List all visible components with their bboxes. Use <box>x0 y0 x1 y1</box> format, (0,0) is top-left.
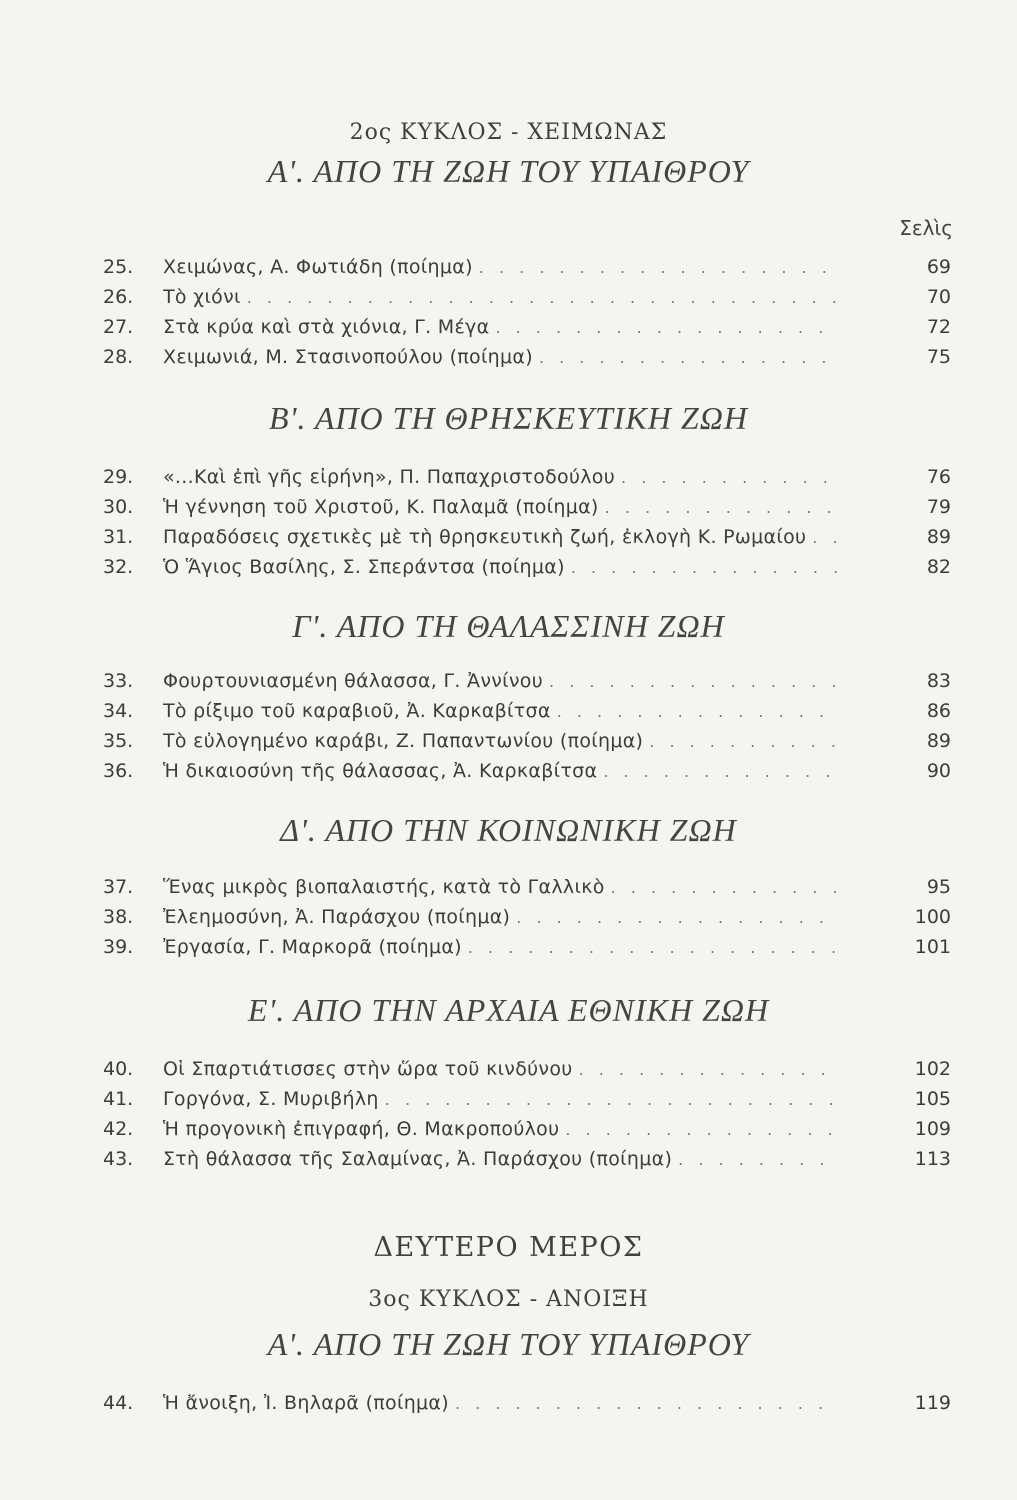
page-column-header: Σελὶς <box>899 216 953 240</box>
entry-page: 119 <box>914 1392 951 1414</box>
entry-title: Γοργόνα, Σ. Μυριβήλη <box>163 1088 379 1110</box>
entry-title: Τὸ ρίξιμο τοῦ καραβιοῦ, Ἀ. Καρκαβίτσα <box>163 700 551 722</box>
entry-title: Τὸ εὐλογημένο καράβι, Ζ. Παπαντωνίου (ποίημα) <box>163 730 644 752</box>
toc-entry <box>0 760 1017 790</box>
entry-number: 29. <box>103 466 134 488</box>
entry-page: 89 <box>926 730 951 752</box>
entry-page: 83 <box>926 670 951 692</box>
entry-title: Ἡ ἄνοιξη, Ἰ. Βηλαρᾶ (ποίημα) <box>163 1392 449 1414</box>
entry-number: 27. <box>103 316 134 338</box>
entry-title: Ἡ γέννηση τοῦ Χριστοῦ, Κ. Παλαμᾶ (ποίημα) <box>163 496 599 518</box>
entry-title: Στὰ κρύα καὶ στὰ χιόνια, Γ. Μέγα <box>163 316 490 338</box>
toc-entry <box>0 286 1017 316</box>
entry-title: Ἐλεημοσύνη, Ἀ. Παράσχου (ποίημα) <box>163 906 511 928</box>
toc-entry <box>0 936 1017 966</box>
entry-number: 37. <box>103 876 134 898</box>
section-heading-ancient-national-life: Ε'. ΑΠΟ ΤΗΝ ΑΡΧΑΙΑ ΕΘΝΙΚΗ ΖΩΗ <box>247 992 770 1028</box>
entry-title: Στὴ θάλασσα τῆς Σαλαμίνας, Ἀ. Παράσχου (ποίημα) <box>163 1148 673 1170</box>
entry-page: 100 <box>914 906 951 928</box>
entry-page: 105 <box>914 1088 951 1110</box>
toc-entry <box>0 906 1017 936</box>
entry-number: 35. <box>103 730 134 752</box>
entry-page: 113 <box>914 1148 951 1170</box>
entry-page: 76 <box>926 466 951 488</box>
entry-number: 32. <box>103 556 134 578</box>
entry-title: Χειμώνας, Α. Φωτιάδη (ποίημα) <box>163 256 473 278</box>
entry-number: 41. <box>103 1088 134 1110</box>
entry-number: 31. <box>103 526 134 548</box>
entry-page: 86 <box>926 700 951 722</box>
toc-entry <box>0 1058 1017 1088</box>
entry-page: 102 <box>914 1058 951 1080</box>
entry-page: 90 <box>926 760 951 782</box>
entry-number: 43. <box>103 1148 134 1170</box>
toc-entry <box>0 876 1017 906</box>
toc-entry <box>0 1148 1017 1178</box>
entry-title: «...Καὶ ἐπὶ γῆς εἰρήνη», Π. Παπαχριστοδούλου <box>163 466 616 488</box>
entry-number: 26. <box>103 286 134 308</box>
toc-entry <box>0 700 1017 730</box>
entry-page: 101 <box>914 936 951 958</box>
toc-entry <box>0 526 1017 556</box>
part-two-heading: ΔΕΥΤΕΡΟ ΜΕΡΟΣ <box>373 1232 644 1263</box>
section-heading-outdoor-life: Α'. ΑΠΟ ΤΗ ΖΩΗ ΤΟΥ ΥΠΑΙΘΡΟΥ <box>267 153 750 189</box>
entry-number: 34. <box>103 700 134 722</box>
entry-page: 72 <box>926 316 951 338</box>
entry-title: Ἐργασία, Γ. Μαρκορᾶ (ποίημα) <box>163 936 462 958</box>
entry-title: Χειμωνιά, Μ. Στασινοπούλου (ποίημα) <box>163 346 533 368</box>
toc-entry <box>0 556 1017 586</box>
toc-entry <box>0 466 1017 496</box>
toc-entry <box>0 670 1017 700</box>
entry-number: 40. <box>103 1058 134 1080</box>
entry-number: 39. <box>103 936 134 958</box>
toc-entry <box>0 1118 1017 1148</box>
toc-entry <box>0 256 1017 286</box>
entry-number: 33. <box>103 670 134 692</box>
entry-title: Ὁ Ἅγιος Βασίλης, Σ. Σπεράντσα (ποίημα) <box>163 556 565 578</box>
entry-number: 30. <box>103 496 134 518</box>
toc-entry <box>0 1392 1017 1422</box>
toc-entry <box>0 730 1017 760</box>
entry-title: Οἱ Σπαρτιάτισσες στὴν ὥρα τοῦ κινδύνου <box>163 1058 573 1080</box>
entry-title: Ἕνας μικρὸς βιοπαλαιστής, κατὰ τὸ Γαλλικὸ <box>163 876 605 898</box>
entry-title: Τὸ χιόνι <box>163 286 241 308</box>
entry-number: 25. <box>103 256 134 278</box>
section-heading-sea-life: Γ'. ΑΠΟ ΤΗ ΘΑΛΑΣΣΙΝΗ ΖΩΗ <box>292 608 725 644</box>
section-heading-social-life: Δ'. ΑΠΟ ΤΗΝ ΚΟΙΝΩΝΙΚΗ ΖΩΗ <box>280 812 737 848</box>
cycle-heading-spring: 3ος ΚΥΚΛΟΣ - ΑΝΟΙΞΗ <box>368 1287 649 1312</box>
entry-number: 44. <box>103 1392 134 1414</box>
entry-number: 42. <box>103 1118 134 1140</box>
entry-page: 70 <box>926 286 951 308</box>
toc-entry <box>0 496 1017 526</box>
entry-title: Ἡ δικαιοσύνη τῆς θάλασσας, Ἀ. Καρκαβίτσα <box>163 760 598 782</box>
entry-page: 89 <box>926 526 951 548</box>
toc-entry <box>0 346 1017 376</box>
entry-number: 28. <box>103 346 134 368</box>
entry-page: 79 <box>926 496 951 518</box>
entry-number: 38. <box>103 906 134 928</box>
toc-entry <box>0 316 1017 346</box>
toc-entry <box>0 1088 1017 1118</box>
entry-page: 75 <box>926 346 951 368</box>
cycle-heading-winter: 2ος ΚΥΚΛΟΣ - ΧΕΙΜΩΝΑΣ <box>349 120 668 145</box>
section-heading-religious-life: Β'. ΑΠΟ ΤΗ ΘΡΗΣΚΕΥΤΙΚΗ ΖΩΗ <box>269 400 748 436</box>
entry-page: 109 <box>914 1118 951 1140</box>
entry-title: Παραδόσεις σχετικὲς μὲ τὴ θρησκευτικὴ ζωή, ἐκλογὴ Κ. Ρωμαίου <box>163 526 807 548</box>
entry-page: 95 <box>926 876 951 898</box>
entry-title: Ἡ προγονικὴ ἐπιγραφή, Θ. Μακροπούλου <box>163 1118 560 1140</box>
entry-number: 36. <box>103 760 134 782</box>
section-heading-outdoor-life-spring: Α'. ΑΠΟ ΤΗ ΖΩΗ ΤΟΥ ΥΠΑΙΘΡΟΥ <box>267 1326 750 1362</box>
entry-page: 69 <box>926 256 951 278</box>
entry-title: Φουρτουνιασμένη θάλασσα, Γ. Ἀννίνου <box>163 670 544 692</box>
entry-page: 82 <box>926 556 951 578</box>
